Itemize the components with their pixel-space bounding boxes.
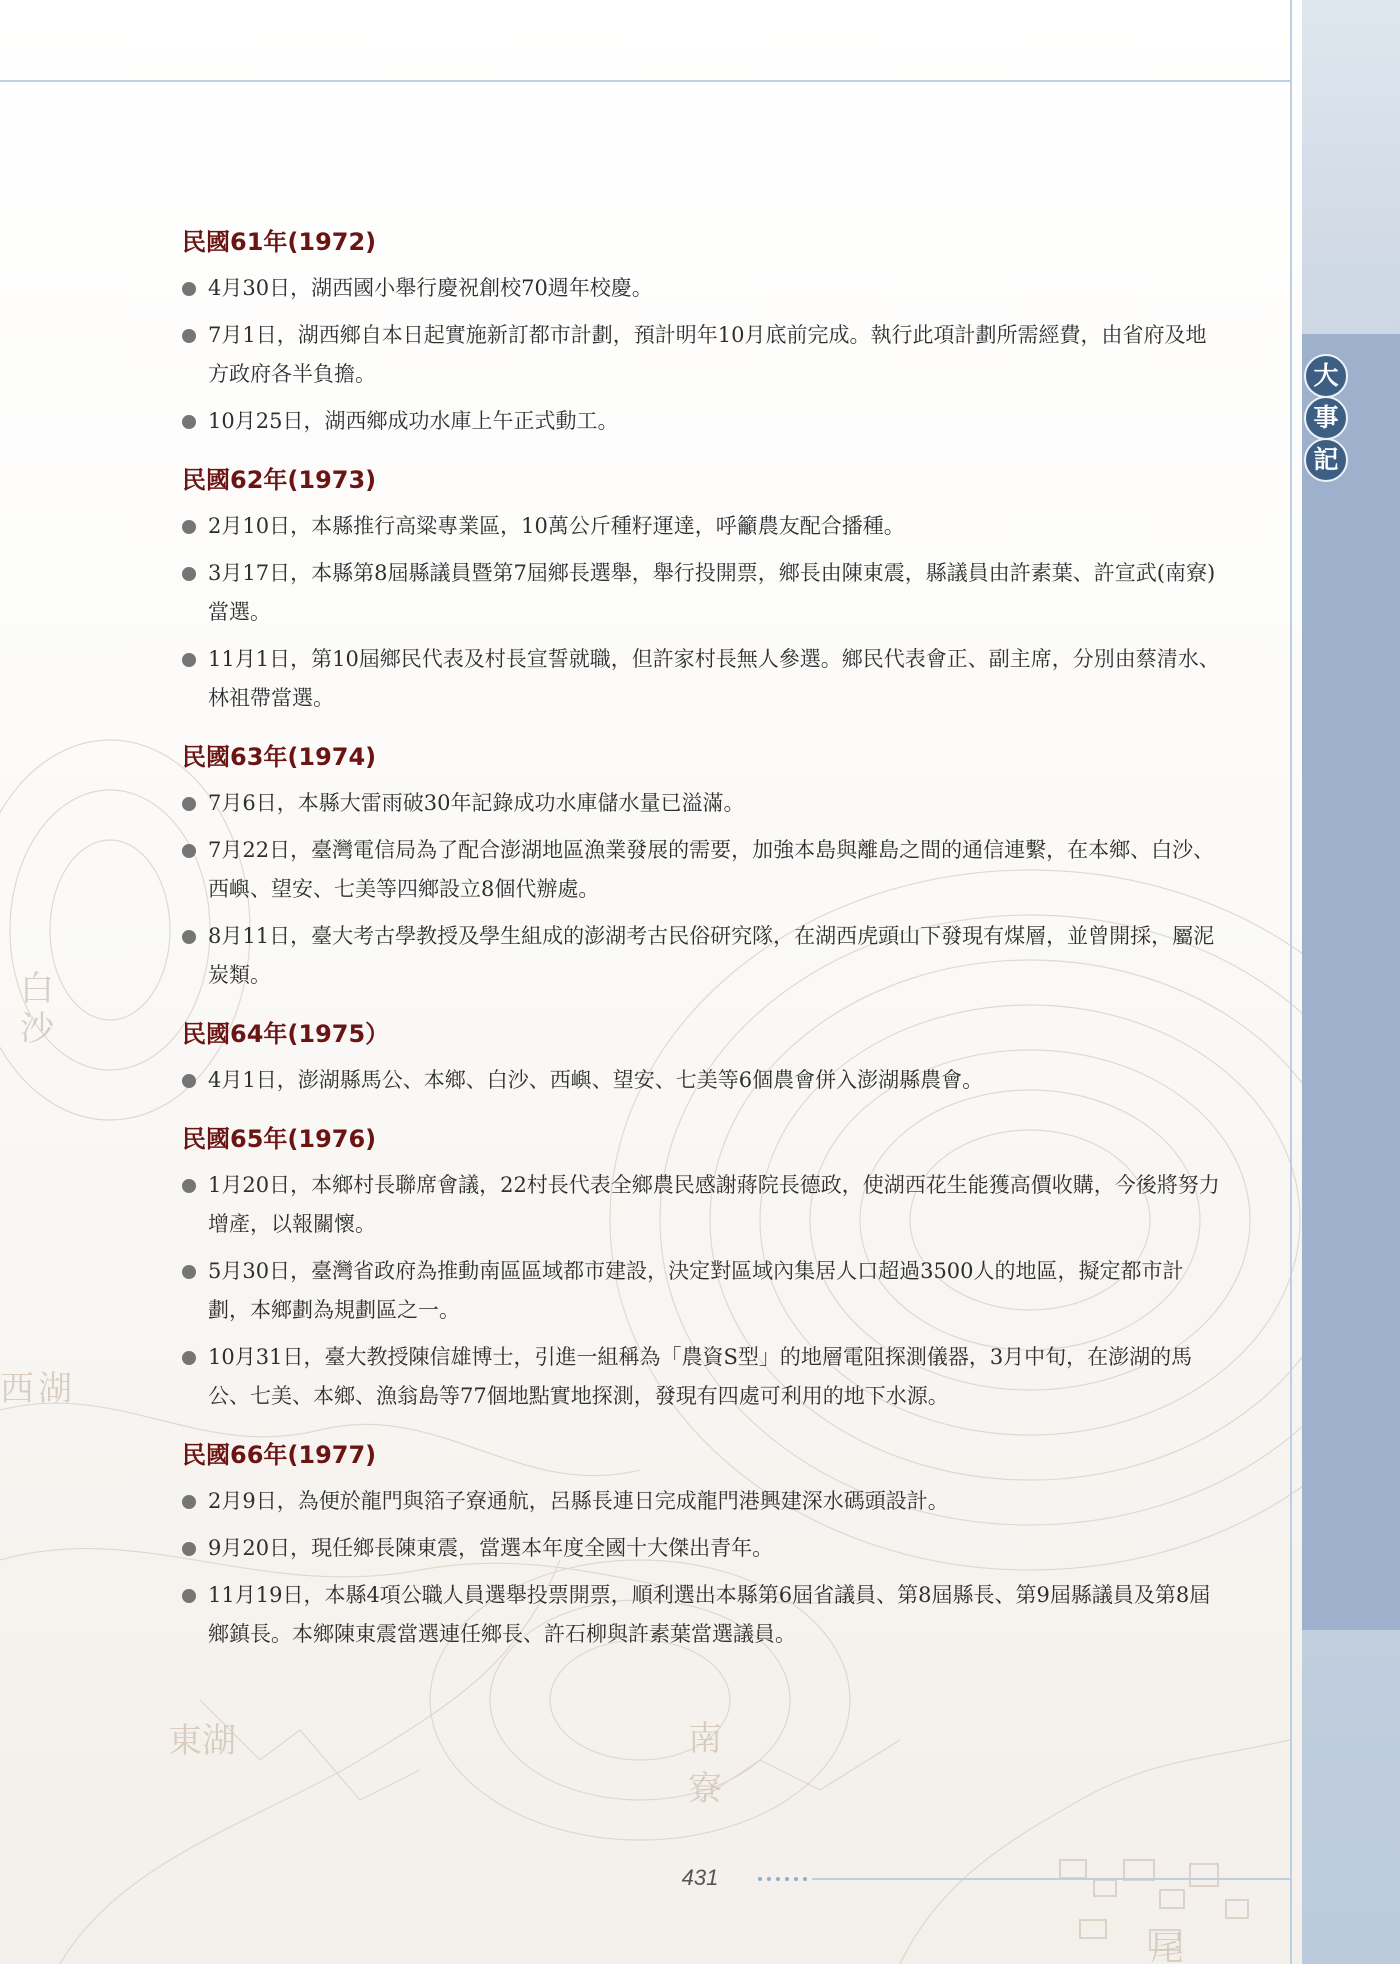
footer-rule [812,1878,1292,1880]
map-label-nan: 南 [688,1719,722,1759]
bullet-icon [182,797,196,811]
bullet-icon [182,1074,196,1088]
event-text: 3月17日，本縣第8屆縣議員暨第7屆鄉長選舉，舉行投開票，鄉長由陳東震，縣議員由許素葉、許宣武(南寮)當選。 [208,561,1216,624]
event-item [182,640,1222,718]
event-list [182,269,1222,441]
event-text: 9月20日，現任鄉長陳東震，當選本年度全國十大傑出青年。 [208,1536,774,1560]
event-item [182,316,1222,394]
section-title-char: 事 [1304,396,1348,440]
event-item [182,554,1222,632]
event-text: 7月22日，臺灣電信局為了配合澎湖地區漁業發展的需要，加強本島與離島之間的通信連繫，在本鄉、白沙、西嶼、望安、七美等四鄉設立8個代辦處。 [208,838,1215,901]
bullet-icon [182,415,196,429]
event-text: 4月1日，澎湖縣馬公、本鄉、白沙、西嶼、望安、七美等6個農會併入澎湖縣農會。 [208,1068,984,1092]
chronicle-content [182,222,1222,1673]
bullet-icon [182,653,196,667]
bullet-icon [182,1351,196,1365]
year-section-1973 [182,460,1222,718]
event-text: 2月9日，為便於龍門與箔子寮通航，呂縣長連日完成龍門港興建深水碼頭設計。 [208,1489,949,1513]
map-label-xi: 西 [0,1369,34,1409]
event-item [182,831,1222,909]
page-footer [0,1858,1292,1898]
column-border [1290,0,1292,1964]
map-label-donghu: 東湖 [168,1721,236,1761]
event-item [182,784,1222,823]
bullet-icon [182,329,196,343]
event-text: 4月30日，湖西國小舉行慶祝創校70週年校慶。 [208,276,653,300]
event-list [182,1482,1222,1654]
map-label-bai: 白 [20,969,54,1009]
event-text: 7月1日，湖西鄉自本日起實施新訂都市計劃，預計明年10月底前完成。執行此項計劃所需經費，由省府及地方政府各半負擔。 [208,323,1207,386]
event-item [182,1482,1222,1521]
section-title-char: 大 [1304,354,1348,398]
year-section-1972 [182,222,1222,441]
year-section-1975 [182,1014,1222,1100]
event-text: 7月6日，本縣大雷雨破30年記錄成功水庫儲水量已溢滿。 [208,791,745,815]
map-label-liao: 寮 [688,1769,722,1809]
section-title-chronicle[interactable] [1304,354,1350,480]
bullet-icon [182,1589,196,1603]
event-item [182,1529,1222,1568]
event-text: 10月25日，湖西鄉成功水庫上午正式動工。 [208,409,619,433]
bullet-icon [182,1495,196,1509]
bullet-icon [182,930,196,944]
year-heading: 民國62年(1973) [182,466,377,494]
event-item [182,1166,1222,1244]
bullet-icon [182,1179,196,1193]
event-item [182,1252,1222,1330]
event-text: 10月31日，臺大教授陳信雄博士，引進一組稱為「農資S型」的地層電阻探測儀器，3月中旬，在澎湖的馬公、七美、本鄉、漁翁島等77個地點實地探測，發現有四處可利用的地下水源。 [208,1345,1193,1408]
year-section-1977 [182,1435,1222,1654]
footer-dots-ornament [758,1877,812,1896]
section-title-char: 記 [1304,438,1348,482]
event-list [182,784,1222,995]
event-item [182,269,1222,308]
event-text: 5月30日，臺灣省政府為推動南區區域都市建設，決定對區域內集居人口超過3500人的地區，擬定都市計劃，本鄉劃為規劃區之一。 [208,1259,1184,1322]
year-heading: 民國65年(1976) [182,1125,377,1153]
event-item [182,1061,1222,1100]
event-list [182,1166,1222,1416]
map-label-hu: 湖 [38,1369,72,1409]
event-text: 11月1日，第10屆鄉民代表及村長宣誓就職，但許家村長無人參選。鄉民代表會正、副主席，分別由蔡清水、林祖帶當選。 [208,647,1220,710]
map-label-sha: 沙 [20,1009,54,1049]
map-label-wei: 尾 [1150,1929,1184,1964]
bullet-icon [182,1542,196,1556]
event-item [182,1338,1222,1416]
event-text: 8月11日，臺大考古學教授及學生組成的澎湖考古民俗研究隊，在湖西虎頭山下發現有煤層，並曾開採，屬泥炭類。 [208,924,1215,987]
year-section-1974 [182,737,1222,995]
event-text: 2月10日，本縣推行高粱專業區，10萬公斤種籽運達，呼籲農友配合播種。 [208,514,905,538]
event-list [182,507,1222,718]
bullet-icon [182,1265,196,1279]
top-rule [0,80,1292,82]
event-item [182,507,1222,546]
year-heading: 民國63年(1974) [182,743,377,771]
event-list [182,1061,1222,1100]
event-item [182,402,1222,441]
bullet-icon [182,520,196,534]
event-item [182,1576,1222,1654]
bullet-icon [182,282,196,296]
sidebar-section-band [1302,334,1400,1630]
page-number: 431 [681,1865,719,1890]
bullet-icon [182,567,196,581]
year-heading: 民國66年(1977) [182,1441,377,1469]
year-heading: 民國61年(1972) [182,228,377,256]
bullet-icon [182,844,196,858]
event-text: 1月20日，本鄉村長聯席會議，22村長代表全鄉農民感謝蔣院長德政，使湖西花生能獲高價收購，今後將努力增產，以報關懷。 [208,1173,1220,1236]
year-section-1976 [182,1119,1222,1416]
year-heading: 民國64年(1975） [182,1020,390,1048]
event-item [182,917,1222,995]
event-text: 11月19日，本縣4項公職人員選舉投票開票，順利選出本縣第6屆省議員、第8屆縣長、第9屆縣議員及第8屆鄉鎮長。本鄉陳東震當選連任鄉長、許石柳與許素葉當選議員。 [208,1583,1211,1646]
